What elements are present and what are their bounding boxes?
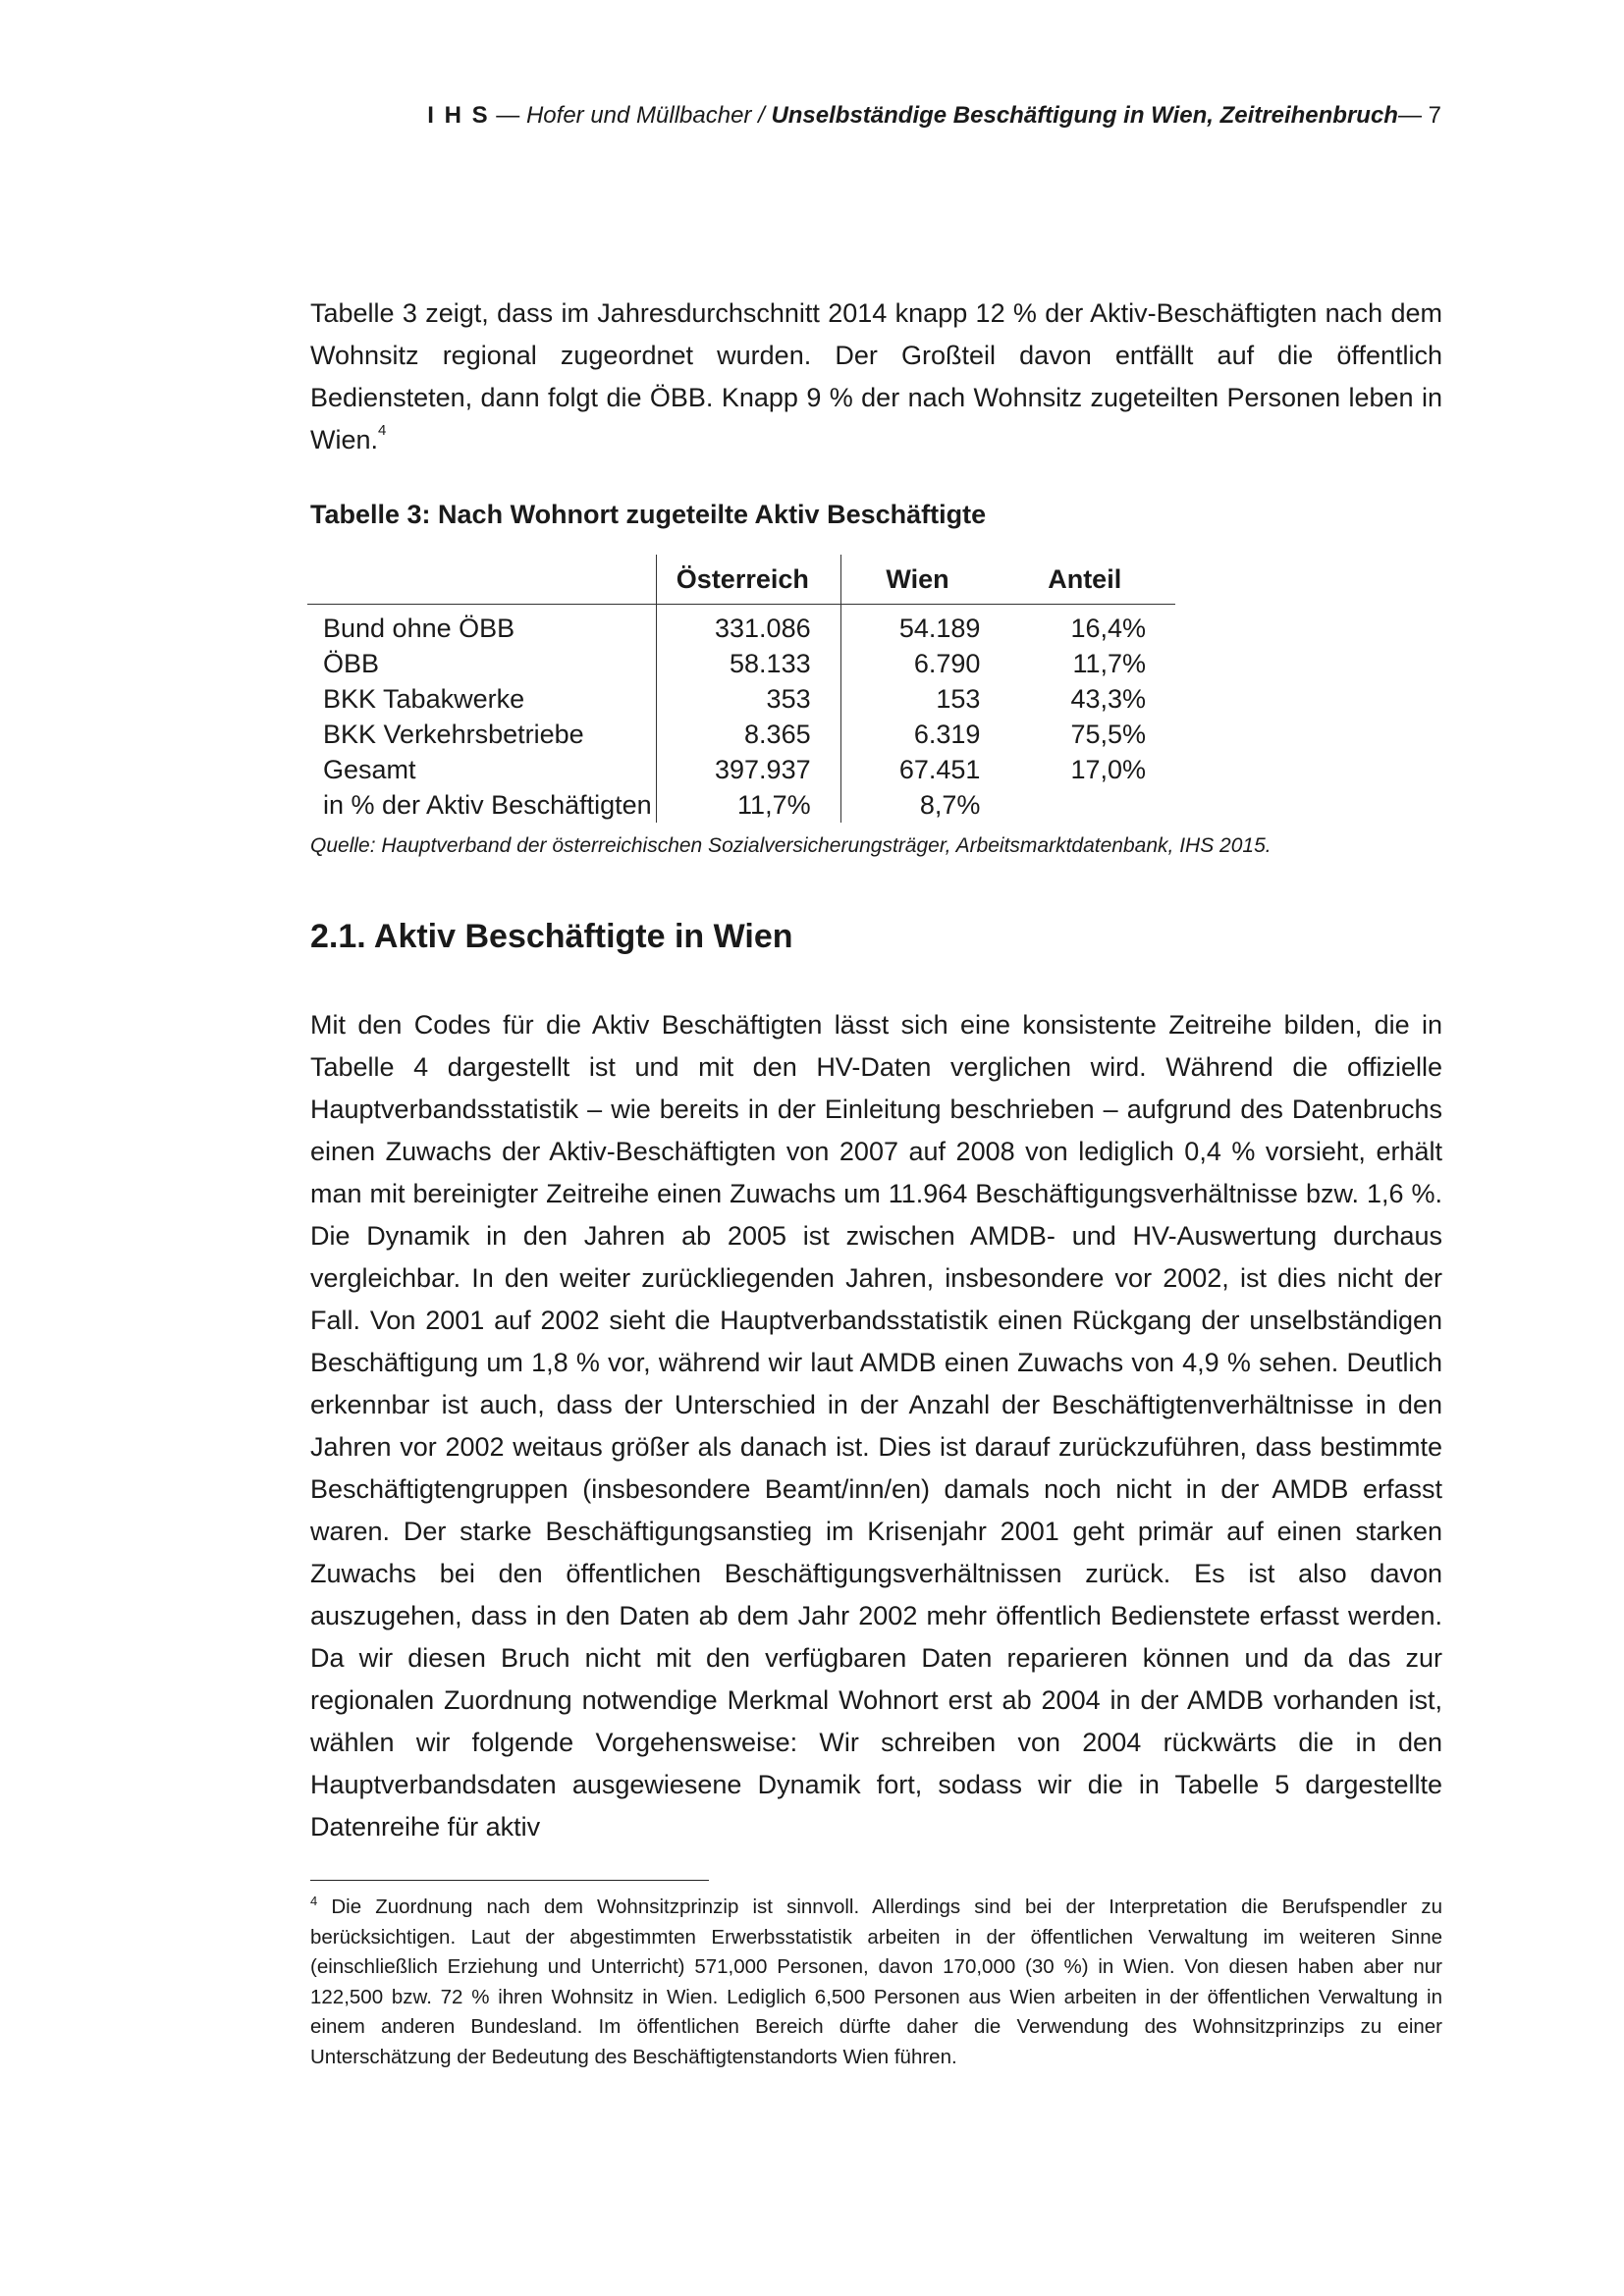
table-cell xyxy=(1005,787,1175,823)
table-header-cell: Österreich xyxy=(657,555,841,605)
data-table xyxy=(307,555,1175,823)
table-header-row xyxy=(307,555,1175,605)
section-heading: 2.1. Aktiv Beschäftigte in Wien xyxy=(310,918,793,955)
table-cell: ÖBB xyxy=(323,649,380,678)
footnote-divider xyxy=(310,1880,709,1881)
table-cell: 75,5% xyxy=(1070,720,1146,749)
header-separator: — xyxy=(489,102,526,129)
table-cell: 397.937 xyxy=(657,752,841,787)
footnote xyxy=(310,1893,1442,2072)
running-header xyxy=(295,101,1441,131)
table-cell: 11,7% xyxy=(657,787,841,823)
table-cell: 58.133 xyxy=(657,646,841,681)
table-cell: Bund ohne ÖBB xyxy=(323,614,515,643)
table-cell: 67.451 xyxy=(840,752,1005,787)
table-cell: Gesamt xyxy=(323,755,416,784)
table-row xyxy=(307,681,1175,717)
footnote-reference[interactable]: 4 xyxy=(378,422,387,439)
table-row xyxy=(307,605,1175,647)
table-cell: 353 xyxy=(657,681,841,717)
table-cell: 43,3% xyxy=(1070,684,1146,714)
table-cell: 11,7% xyxy=(1072,649,1146,678)
table-cell: 8.365 xyxy=(657,717,841,752)
intro-text: Tabelle 3 zeigt, dass im Jahresdurchschnitt 2014 knapp 12 % der Aktiv-Beschäftigten nach dem Wohnsitz regional zugeordnet wurden. Der Großteil davon entfällt auf die öffentlich Bediensteten, dann folgt die ÖBB. Knapp 9 % der nach Wohnsitz zugeteilten Personen leben in Wien. xyxy=(310,298,1442,454)
table-cell: 17,0% xyxy=(1070,755,1146,784)
table-caption: Tabelle 3: Nach Wohnort zugeteilte Aktiv Beschäftigte xyxy=(310,500,987,529)
header-authors: Hofer und Müllbacher / xyxy=(525,102,772,129)
table-cell: 8,7% xyxy=(840,787,1005,823)
footnote-text: Die Zuordnung nach dem Wohnsitzprinzip ist sinnvoll. Allerdings sind bei der Interpretation die Berufspendler zu berücksichtigen. Laut der abgestimmten Erwerbsstatistik arbeiten in der öffentlichen Verwaltung im weiteren Sinne (einschließlich Erziehung und Unterricht) 571,000 Personen, davon 170,000 (30 %) in Wien. Von diesen haben aber nur 122,500 bzw. 72 % ihren Wohnsitz in Wien. Lediglich 6,500 Personen aus Wien arbeiten in der öffentlichen Verwaltung in einem anderen Bundesland. Im öffentlichen Bereich dürfte daher die Verwendung des Wohnsitzprinzips zu einer Unterschätzung der Bedeutung des Beschäftigtenstandorts Wien führen. xyxy=(310,1896,1442,2068)
table-header-cell: Wien xyxy=(840,555,1005,605)
table-cell: BKK Verkehrsbetriebe xyxy=(323,720,584,749)
header-separator-2: — xyxy=(1397,102,1429,129)
table-source-note: Quelle: Hauptverband der österreichischen Sozialversicherungsträger, Arbeitsmarktdatenbank, IHS 2015. xyxy=(310,834,1272,857)
table-row xyxy=(307,717,1175,752)
table-cell: 6.790 xyxy=(840,646,1005,681)
table-row xyxy=(307,752,1175,787)
section-paragraph: Mit den Codes für die Aktiv Beschäftigten lässt sich eine konsistente Zeitreihe bilden, die in Tabelle 4 dargestellt ist und mit den HV-Daten verglichen wird. Während die offizielle Hauptverbandsstatistik – wie bereits in der Einleitung beschrieben – aufgrund des Datenbruchs einen Zuwachs der Aktiv-Beschäftigten von 2007 auf 2008 von lediglich 0,4 % vorsieht, erhält man mit bereinigter Zeitreihe einen Zuwachs um 11.964 Beschäftigungsverhältnisse bzw. 1,6 %. Die Dynamik in den Jahren ab 2005 ist zwischen AMDB- und HV-Auswertung durchaus vergleichbar. In den weiter zurückliegenden Jahren, insbesondere vor 2002, ist dies nicht der Fall. Von 2001 auf 2002 sieht die Hauptverbandsstatistik einen Rückgang der unselbständigen Beschäftigung um 1,8 % vor, während wir laut AMDB einen Zuwachs von 4,9 % sehen. Deutlich erkennbar ist auch, dass der Unterschied in der Anzahl der Beschäftigtenverhältnisse in den Jahren vor 2002 weitaus größer als danach ist. Dies ist darauf zurückzuführen, dass bestimmte Beschäftigtengruppen (insbesondere Beamt/inn/en) damals noch nicht in der AMDB erfasst waren. Der starke Beschäftigungsanstieg im Krisenjahr 2001 geht primär auf einen starken Zuwachs bei den öffentlichen Beschäftigungsverhältnissen zurück. Es ist also davon auszugehen, dass in den Daten ab dem Jahr 2002 mehr öffentlich Bedienstete erfasst werden. Da wir diesen Bruch nicht mit den verfügbaren Daten reparieren können und da das zur regionalen Zuordnung notwendige Merkmal Wohnort erst ab 2004 in der AMDB vorhanden ist, wählen wir folgende Vorgehensweise: Wir schreiben von 2004 rückwärts die in den Hauptverbandsdaten ausgewiesene Dynamik fort, sodass wir die in Tabelle 5 dargestellte Datenreihe für aktiv xyxy=(310,1010,1442,1842)
footnote-number: 4 xyxy=(310,1894,318,1908)
table-cell: 153 xyxy=(840,681,1005,717)
header-ihs: I H S xyxy=(427,102,490,129)
table-header-cell xyxy=(307,555,657,605)
table-cell: 16,4% xyxy=(1070,614,1146,643)
table-cell: in % der Aktiv Beschäftigten xyxy=(323,790,652,820)
intro-paragraph xyxy=(310,293,1442,461)
table-cell: 54.189 xyxy=(840,605,1005,647)
header-title: Unselbständige Beschäftigung in Wien, Zeitreihenbruch xyxy=(771,102,1398,129)
table-cell: 6.319 xyxy=(840,717,1005,752)
table-cell: 331.086 xyxy=(657,605,841,647)
page-number: 7 xyxy=(1428,102,1441,129)
table-row xyxy=(307,787,1175,823)
table-cell: BKK Tabakwerke xyxy=(323,684,525,714)
table-row xyxy=(307,646,1175,681)
table-header-cell: Anteil xyxy=(1005,555,1175,605)
